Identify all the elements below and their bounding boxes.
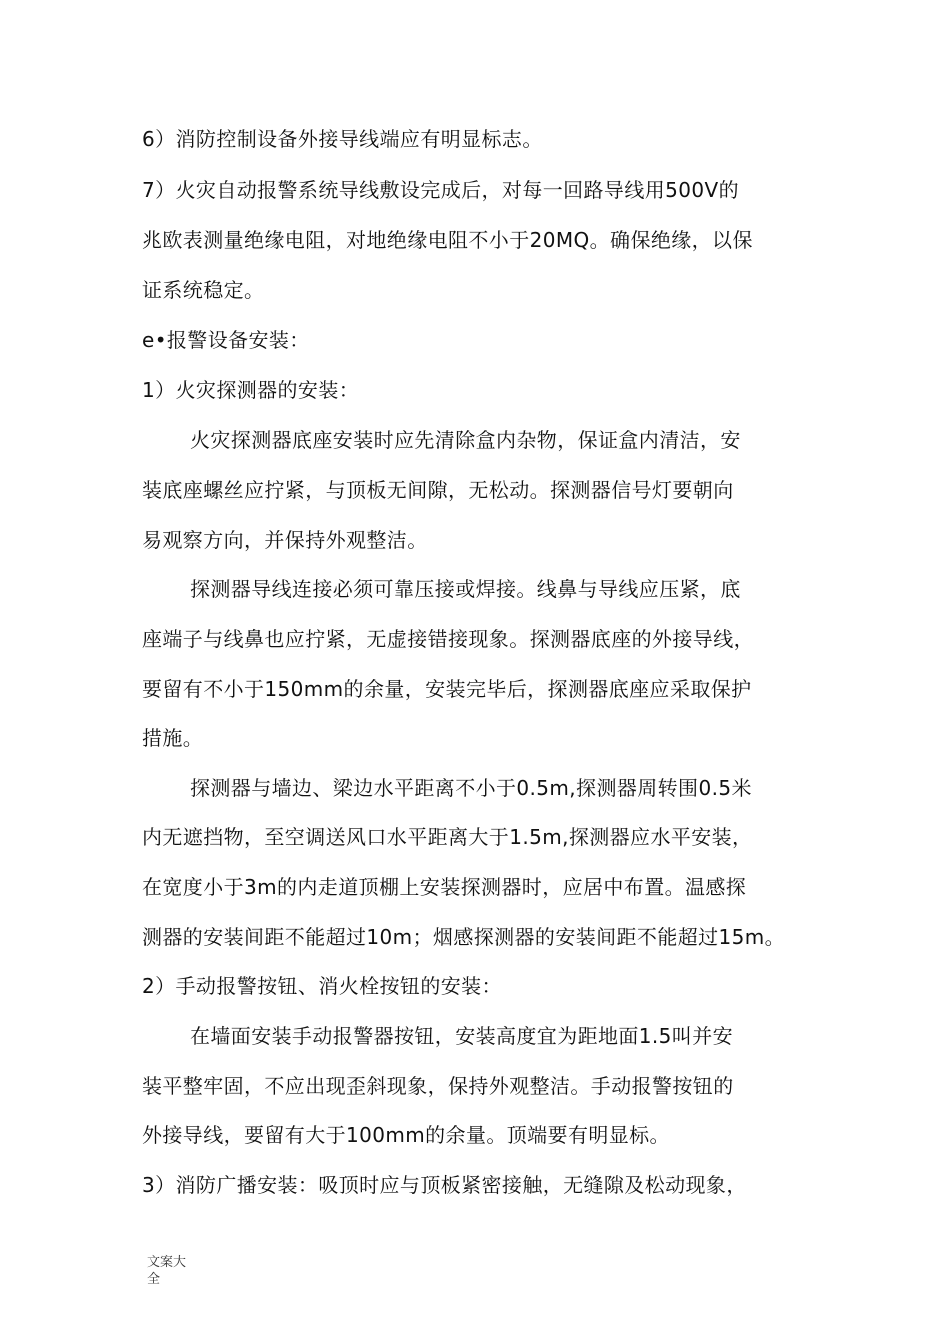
text-line: 证系统稳定。 bbox=[142, 278, 265, 302]
text-line: 测器的安装间距不能超过10m；烟感探测器的安装间距不能超过15m。 bbox=[142, 925, 786, 949]
paragraph-first-line: 探测器与墙边、梁边水平距离不小于0.5m,探测器周转围0.5米 bbox=[190, 776, 752, 800]
subsection-heading: 2）手动报警按钮、消火栓按钮的安装： bbox=[142, 974, 502, 998]
paragraph-first-line: 火灾探测器底座安装时应先清除盒内杂物，保证盒内清洁，安 bbox=[190, 428, 741, 452]
text-line: 3）消防广播安装：吸顶时应与顶板紧密接触，无缝隙及松动现象， bbox=[142, 1173, 747, 1197]
text-line: 内无遮挡物，至空调送风口水平距离大于1.5m,探测器应水平安装， bbox=[142, 825, 753, 849]
text-line: 7）火灾自动报警系统导线敷设完成后，对每一回路导线用500V的 bbox=[142, 178, 739, 202]
section-heading: e•报警设备安装： bbox=[142, 328, 310, 352]
footer-line: 全 bbox=[147, 1272, 161, 1287]
text-line: 易观察方向，并保持外观整洁。 bbox=[142, 528, 428, 552]
text-line: 在宽度小于3m的内走道顶棚上安装探测器时，应居中布置。温感探 bbox=[142, 875, 747, 899]
text-line: 措施。 bbox=[142, 726, 204, 750]
subsection-heading: 1）火灾探测器的安装： bbox=[142, 378, 360, 402]
text-line: 装平整牢固，不应出现歪斜现象，保持外观整洁。手动报警按钮的 bbox=[142, 1074, 734, 1098]
text-line: 外接导线，要留有大于100mm的余量。顶端要有明显标。 bbox=[142, 1123, 670, 1147]
footer-line: 文案大 bbox=[147, 1255, 187, 1270]
text-line: 兆欧表测量绝缘电阻，对地绝缘电阻不小于20MQ。确保绝缘，以保 bbox=[142, 228, 753, 252]
paragraph-first-line: 探测器导线连接必须可靠压接或焊接。线鼻与导线应压紧，底 bbox=[190, 577, 741, 601]
page-footer bbox=[147, 1254, 197, 1288]
text-line: 6）消防控制设备外接导线端应有明显标志。 bbox=[142, 127, 543, 151]
text-line: 座端子与线鼻也应拧紧，无虚接错接现象。探测器底座的外接导线， bbox=[142, 627, 754, 651]
paragraph-first-line: 在墙面安装手动报警器按钮，安装高度宜为距地面1.5叫并安 bbox=[190, 1024, 734, 1048]
text-line: 装底座螺丝应拧紧，与顶板无间隙，无松动。探测器信号灯要朝向 bbox=[142, 478, 734, 502]
text-line: 要留有不小于150mm的余量，安装完毕后，探测器底座应采取保护 bbox=[142, 677, 752, 701]
